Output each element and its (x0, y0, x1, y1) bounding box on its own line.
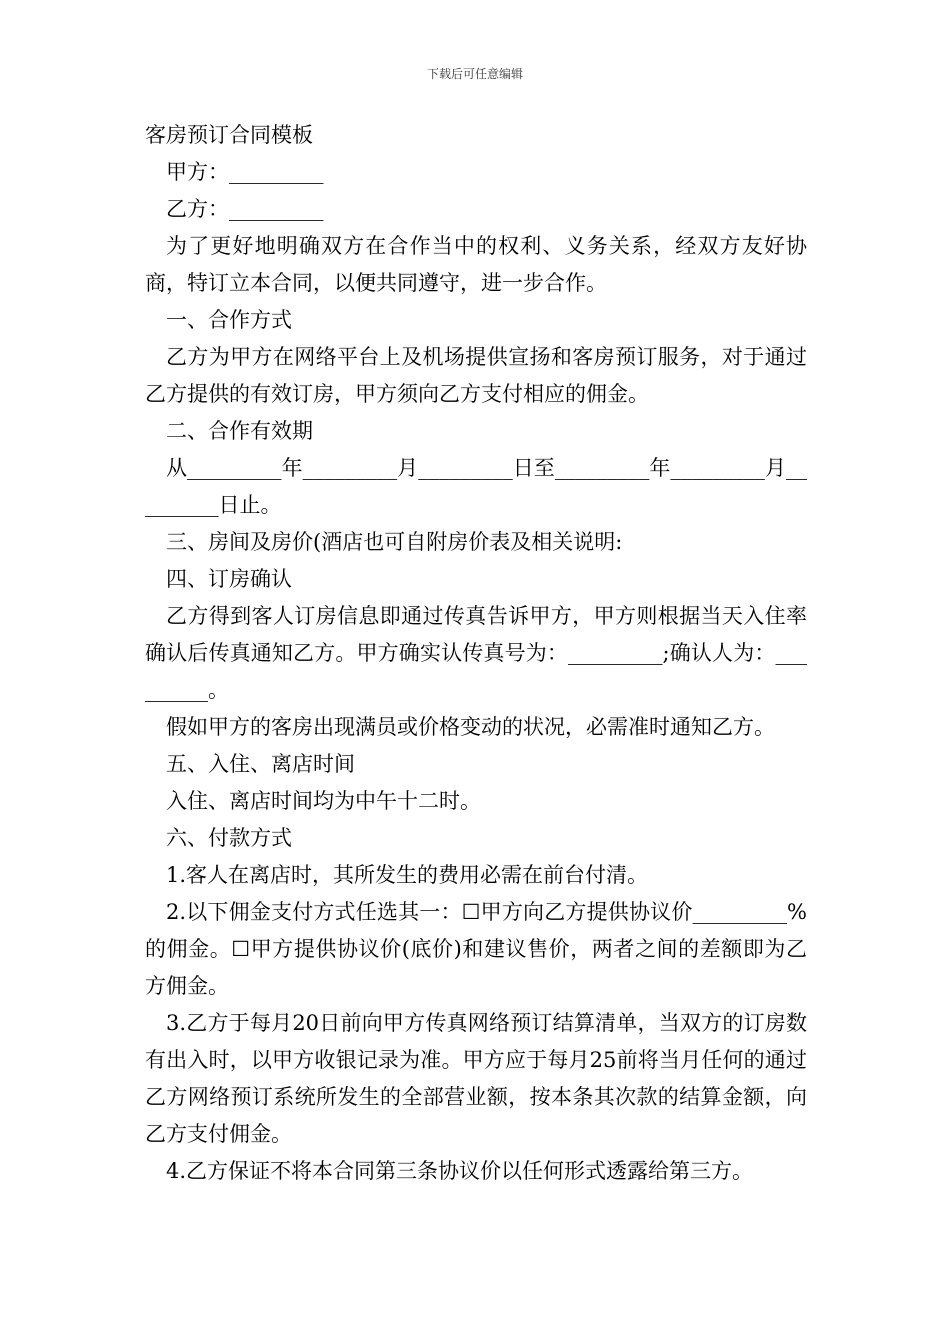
section-heading-5: 五、入住、离店时间 (166, 752, 355, 776)
page-header-note: 下载后可任意编辑 (426, 67, 523, 81)
party-a-line: 甲方：_________ (166, 160, 324, 184)
checkin-time-paragraph: 入住、离店时间均为中午十二时。 (166, 789, 481, 813)
party-b-line: 乙方：_________ (166, 197, 324, 221)
document-title: 客房预订合同模板 (145, 123, 313, 147)
preamble-paragraph: 为了更好地明确双方在合作当中的权利、义务关系，经双方友好协商，特订立本合同，以便共同遵守，进一步合作。 (145, 234, 807, 295)
section-1-paragraph: 乙方为甲方在网络平台上及机场提供宣扬和客房预订服务，对于通过乙方提供的有效订房，甲方须向乙方支付相应的佣金。 (145, 345, 807, 406)
booking-confirmation-paragraph: 乙方得到客人订房信息即通过传真告诉甲方，甲方则根据当天入住率确认后传真通知乙方。甲方确实认传真号为：_________;确认人为：_________。 (145, 604, 807, 702)
section-heading-1: 一、合作方式 (166, 308, 292, 332)
full-occupancy-paragraph: 假如甲方的客房出现满员或价格变动的状况，必需准时通知乙方。 (166, 715, 775, 739)
payment-clause-3: 3.乙方于每月20日前向甲方传真网络预订结算清单，当双方的订房数有出入时，以甲方收银记录为准。甲方应于每月25前将当月任何的通过乙方网络预订系统所发生的全部营业额，按本条其次款的结算金额，向乙方支付佣金。 (145, 1011, 807, 1146)
payment-clause-2: 2.以下佣金支付方式任选其一：☐甲方向乙方提供协议价_________%的佣金。☐甲方提供协议价(底价)和建议售价，两者之间的差额即为乙方佣金。 (145, 900, 807, 998)
section-heading-4: 四、订房确认 (166, 567, 292, 591)
section-heading-2: 二、合作有效期 (166, 419, 313, 443)
validity-period-paragraph: 从_________年_________月_________日至_________年_________月_________日止。 (145, 456, 807, 517)
section-heading-6: 六、付款方式 (166, 826, 292, 850)
document-body (145, 117, 807, 1190)
section-heading-3: 三、房间及房价(酒店也可自附房价表及相关说明: (166, 530, 623, 554)
payment-clause-4: 4.乙方保证不将本合同第三条协议价以任何形式透露给第三方。 (166, 1159, 754, 1183)
payment-clause-1: 1.客人在离店时，其所发生的费用必需在前台付清。 (166, 863, 649, 887)
